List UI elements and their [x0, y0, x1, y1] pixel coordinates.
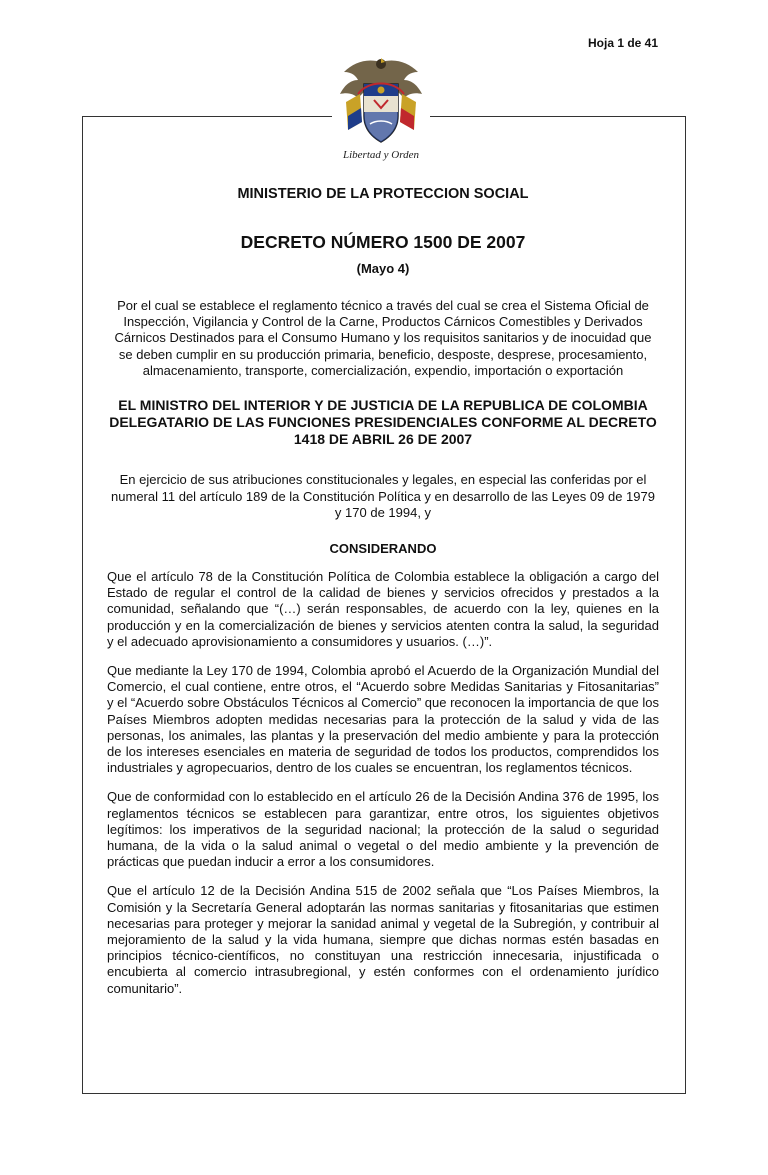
seal-motto: Libertad y Orden: [343, 149, 419, 161]
colombia-coat-of-arms-icon: [332, 50, 430, 168]
ministry-heading: MINISTERIO DE LA PROTECCION SOCIAL: [237, 186, 529, 202]
considering-heading: CONSIDERANDO: [329, 541, 437, 557]
considering-paragraph: Que mediante la Ley 170 de 1994, Colombia aprobó el Acuerdo de la Organización Mundial del Comercio, el cual contiene, entre otros, el “Acuerdo sobre Medidas Sanitarias y Fitosanitarias” y el “Acuerdo sobre Obstáculos Técnicos al Comercio” que reconocen la importancia de que los Países Miembros adopten medidas necesarias para la protección de la salud y vida de las personas, los animales, las plantas y la preservación del medio ambiente y para la protección de los intereses esenciales en materia de seguridad de todos los productos, comprendidos los industriales y agropecuarios, dentro de los cuales se encuentran, los reglamentos técnicos.: [107, 663, 659, 776]
document-body: [107, 186, 659, 997]
decree-summary: Por el cual se establece el reglamento técnico a través del cual se crea el Sistema Oficial de Inspección, Vigilancia y Control de la Carne, Productos Cárnicos Comestibles y Derivados Cárnicos Destinados para el Consumo Humano y los requisitos sanitarios y de inocuidad que se deben cumplir en su producción primaria, beneficio, desposte, desprese, procesamiento, almacenamiento, transporte, comercialización, expendio, importación o exportación: [114, 298, 652, 378]
decree-title: DECRETO NÚMERO 1500 DE 2007: [240, 232, 526, 252]
considering-paragraph: Que el artículo 78 de la Constitución Política de Colombia establece la obligación a cargo del Estado de regular el control de la calidad de bienes y servicios ofrecidos y prestados a la comunidad, señalando que “(…) serán responsables, de acuerdo con la ley, quienes en la producción y en la comercialización de bienes y servicios atenten contra la salud, la seguridad y el adecuado aprovisionamiento a consumidores y usuarios. (…)”.: [107, 569, 659, 649]
issuing-authority: EL MINISTRO DEL INTERIOR Y DE JUSTICIA DE LA REPUBLICA DE COLOMBIA DELEGATARIO DE LAS FUNCIONES PRESIDENCIALES CONFORME AL DECRETO 1418 DE ABRIL 26 DE 2007: [109, 397, 657, 447]
page-number: Hoja 1 de 41: [588, 36, 659, 50]
legal-powers: En ejercicio de sus atribuciones constitucionales y legales, en especial las conferidas por el numeral 11 del artículo 189 de la Constitución Política y en desarrollo de las Leyes 09 de 1979 y 170 de 1994, y: [111, 472, 655, 520]
coat-of-arms-seal: [332, 50, 430, 168]
considering-paragraph: Que el artículo 12 de la Decisión Andina 515 de 2002 señala que “Los Países Miembros, la Comisión y la Secretaría General adoptarán las normas sanitarias y fitosanitarias que estimen necesarias para proteger y mejorar la sanidad animal y vegetal de la Subregión, y contribuir al mejoramiento de la salud y la vida humana, siempre que dichas normas estén basadas en principios técnico-científicos, no constituyan una restricción innecesaria, injustificada o encubierta al comercio intrasubregional, y estén conformes con el ordenamiento jurídico comunitario”.: [107, 883, 659, 996]
considering-paragraph: Que de conformidad con lo establecido en el artículo 26 de la Decisión Andina 376 de 1995, los reglamentos técnicos se establecen para garantizar, entre otros, los siguientes objetivos legítimos: los imperativos de la seguridad nacional; la protección de la salud o seguridad humana, de la vida o la salud animal o vegetal o del medio ambiente y la prevención de prácticas que puedan inducir a error a los consumidores.: [107, 789, 659, 870]
decree-date: (Mayo 4): [356, 261, 410, 276]
